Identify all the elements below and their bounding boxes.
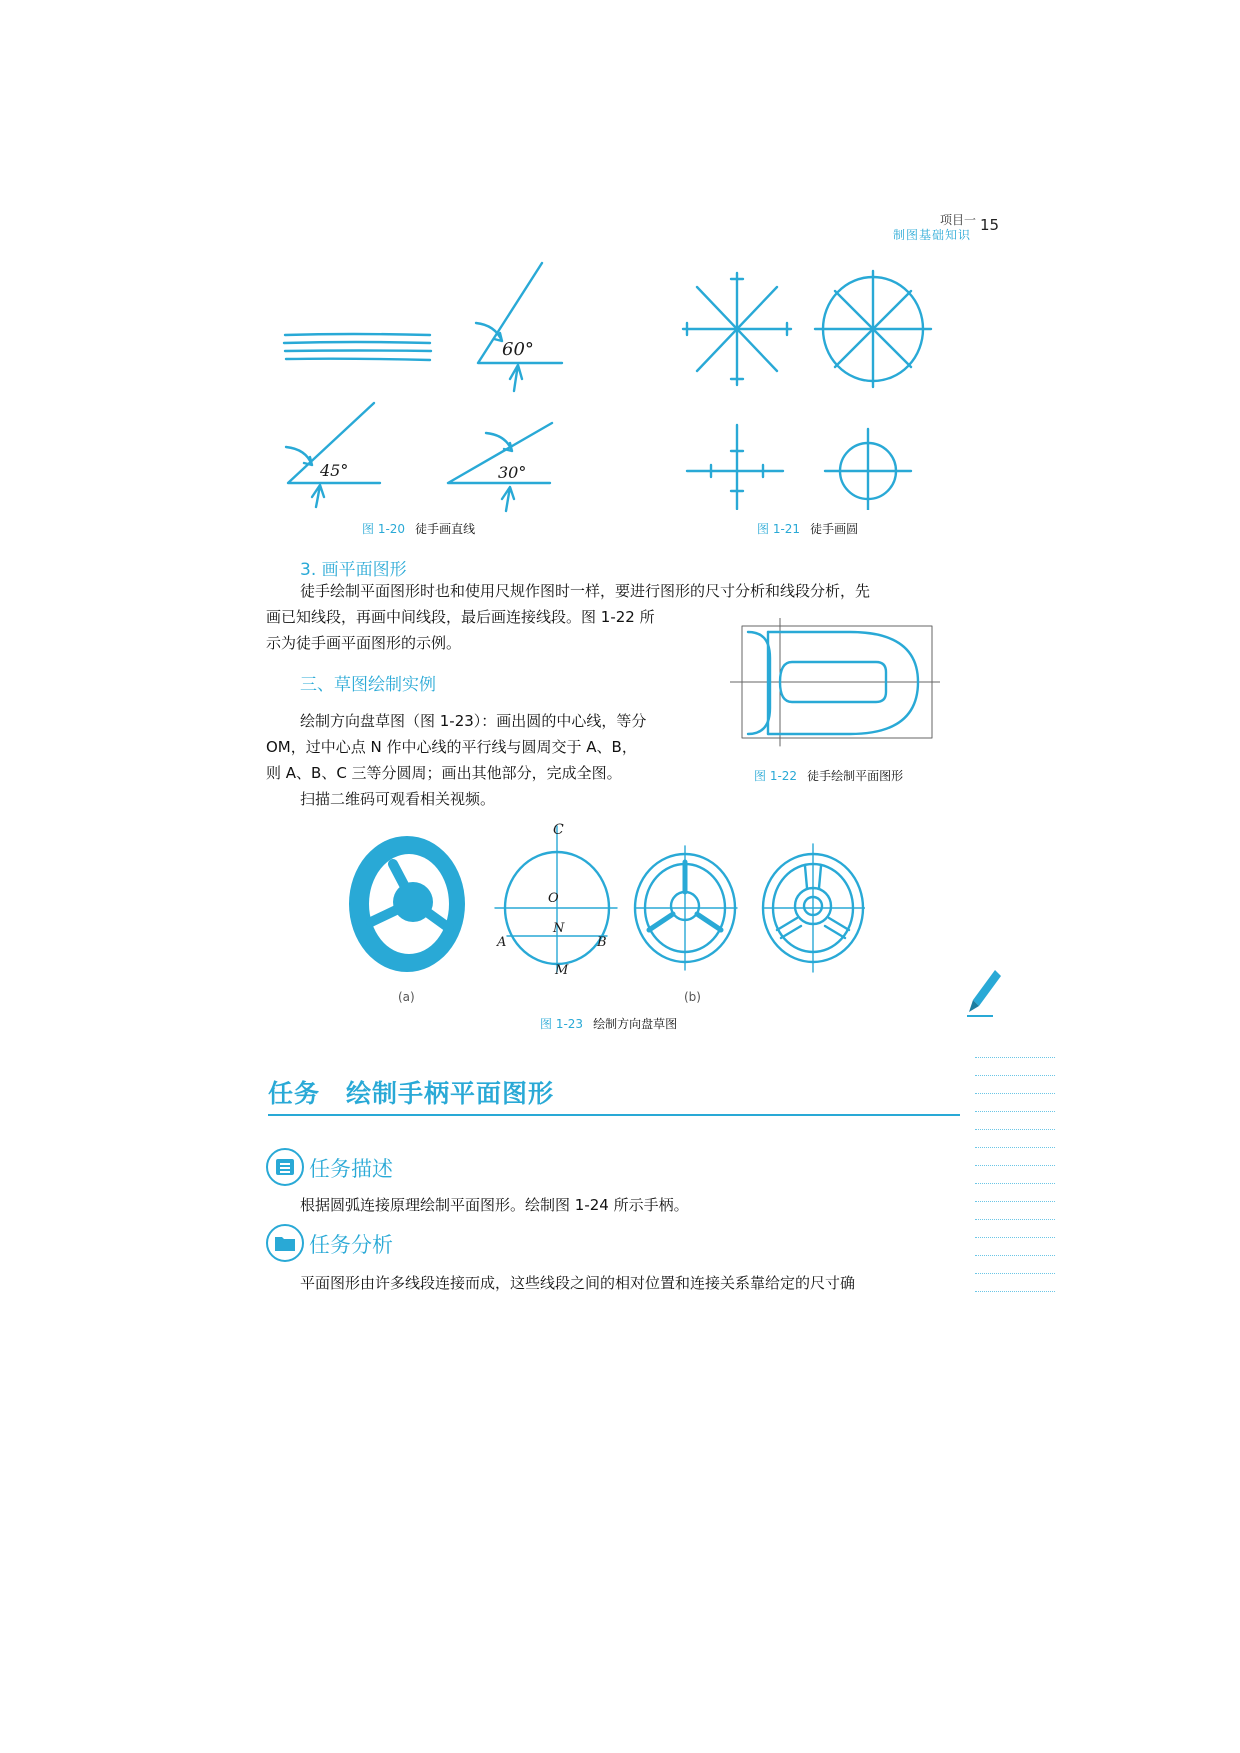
point-label-n: N xyxy=(553,921,565,936)
figure-1-20-caption xyxy=(362,520,475,537)
angle-arrow xyxy=(510,365,522,391)
folder-icon xyxy=(266,1224,304,1262)
freehand-line xyxy=(286,359,430,360)
figure-1-23 xyxy=(345,822,865,992)
angle-45-label: 45° xyxy=(320,461,349,480)
figure-caption-text: 绘制方向盘草图 xyxy=(593,1017,678,1031)
freehand-line xyxy=(285,351,431,352)
figure-caption-text: 徒手画圆 xyxy=(810,522,859,536)
sub-label-b: (b) xyxy=(684,990,701,1004)
paragraph-line: 平面图形由许多线段连接而成，这些线段之间的相对位置和连接关系靠给定的尺寸确 xyxy=(300,1274,856,1292)
figure-1-22 xyxy=(730,618,940,748)
section-heading: 任务描述 xyxy=(309,1157,393,1181)
angle-30-label: 30° xyxy=(498,463,527,482)
paragraph-line: 徒手绘制平面图形时也和使用尺规作图时一样，要进行图形的尺寸分析和线段分析，先 xyxy=(300,582,871,600)
freehand-line xyxy=(284,342,430,343)
figure-1-23-caption xyxy=(540,1015,677,1032)
figure-caption-text: 徒手画直线 xyxy=(415,522,476,536)
point-label-a: A xyxy=(497,935,507,950)
list-icon xyxy=(266,1148,304,1186)
outline xyxy=(768,632,918,734)
paragraph-line: 扫描二维码可观看相关视频。 xyxy=(300,790,496,808)
header-project: 项目一 xyxy=(940,213,977,227)
figure-number: 图 1-23 xyxy=(540,1017,584,1031)
point-label-o: O xyxy=(548,891,559,906)
freehand-line xyxy=(285,334,430,335)
header-subtitle: 制图基础知识 xyxy=(893,228,972,242)
figure-1-21-caption xyxy=(757,520,858,537)
angle-arrow xyxy=(502,487,514,511)
figure-1-21 xyxy=(675,265,945,510)
figure-1-22-caption xyxy=(754,767,903,784)
angle-arrow xyxy=(286,447,312,465)
paragraph-line: 绘制方向盘草图（图 1-23）：画出圆的中心线，等分 xyxy=(300,712,647,730)
point-label-c: C xyxy=(553,822,564,838)
page-number: 15 xyxy=(980,216,1000,234)
paragraph-line: OM，过中心点 N 作中心线的平行线与圆周交于 A、B， xyxy=(266,738,637,756)
paragraph-line: 根据圆弧连接原理绘制平面图形。绘制图 1-24 所示手柄。 xyxy=(300,1196,689,1214)
figure-number: 图 1-20 xyxy=(362,522,406,536)
outline xyxy=(748,632,770,734)
figure-number: 图 1-22 xyxy=(754,769,798,783)
angle-60-label: 60° xyxy=(502,339,534,360)
section-heading: 任务分析 xyxy=(309,1233,393,1257)
pen-icon xyxy=(965,968,1005,1018)
angle-arrow xyxy=(312,485,324,507)
wheel-hub xyxy=(393,882,433,922)
paragraph-line: 则 A、B、C 三等分圆周；画出其他部分，完成全图。 xyxy=(266,764,622,782)
task-title: 任务 绘制手柄平面图形 xyxy=(268,1079,555,1108)
paragraph-line: 示为徒手画平面图形的示例。 xyxy=(266,634,462,652)
point-label-b: B xyxy=(597,935,607,950)
figure-number: 图 1-21 xyxy=(757,522,801,536)
figure-caption-text: 徒手绘制平面图形 xyxy=(807,769,904,783)
note-lines xyxy=(975,1040,1055,1292)
section-heading: 3. 画平面图形 xyxy=(300,560,407,580)
title-underline xyxy=(268,1114,960,1116)
point-label-m: M xyxy=(555,963,569,978)
paragraph-line: 画已知线段，再画中间线段，最后画连接线段。图 1-22 所 xyxy=(266,608,655,626)
section-heading: 三、草图绘制实例 xyxy=(300,675,436,695)
sub-label-a: (a) xyxy=(398,990,415,1004)
figure-1-20 xyxy=(270,255,600,515)
